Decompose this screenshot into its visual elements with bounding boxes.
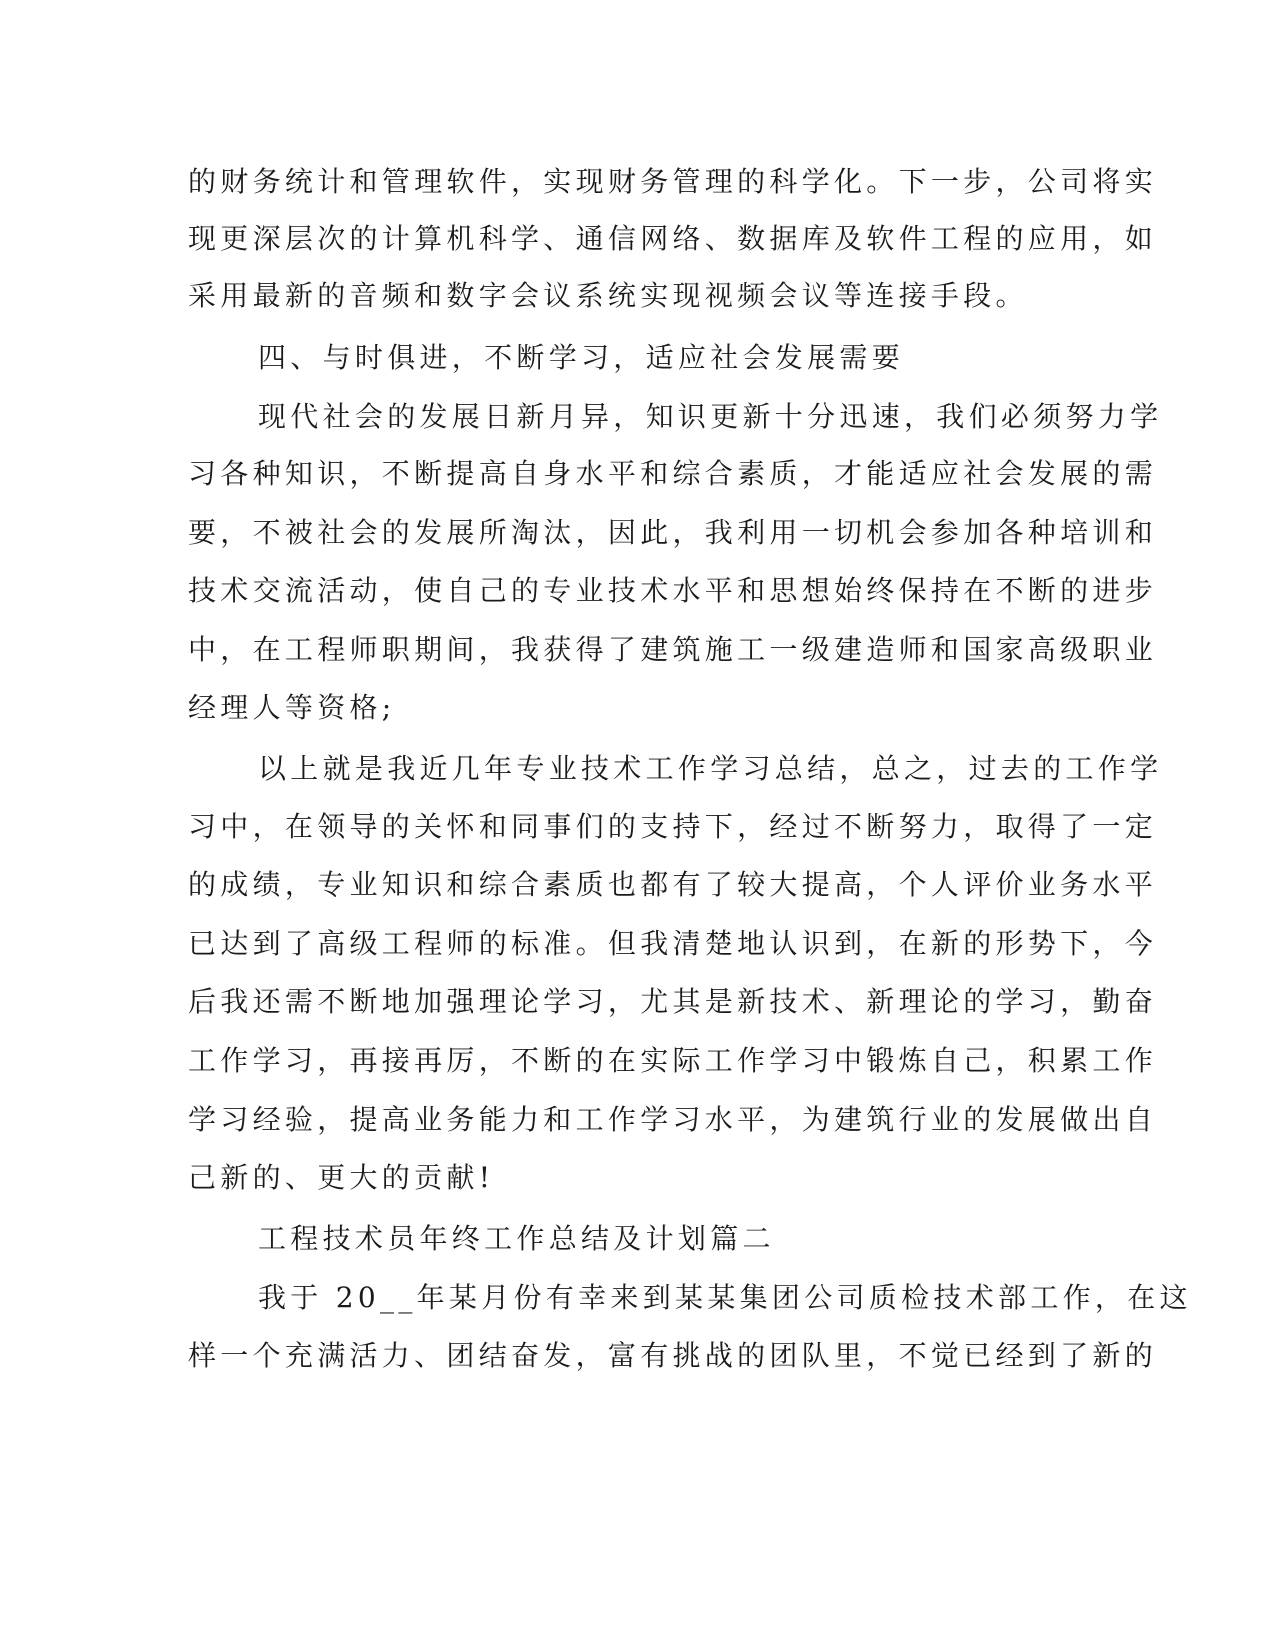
text-line: 以上就是我近几年专业技术工作学习总结，总之，过去的工作学 [258, 752, 1163, 785]
text-line: 现更深层次的计算机科学、通信网络、数据库及软件工程的应用，如 [188, 222, 1158, 255]
text-line: 习中，在领导的关怀和同事们的支持下，经过不断努力，取得了一定 [188, 810, 1158, 843]
text-line: 已达到了高级工程师的标准。但我清楚地认识到，在新的形势下，今 [188, 927, 1158, 960]
section-heading: 工程技术员年终工作总结及计划篇二 [258, 1222, 775, 1255]
text-line: 我于 20__年某月份有幸来到某某集团公司质检技术部工作，在这 [258, 1281, 1192, 1314]
section-heading: 四、与时俱进，不断学习，适应社会发展需要 [258, 341, 905, 374]
text-line: 经理人等资格; [188, 691, 396, 724]
text-line: 采用最新的音频和数字会议系统实现视频会议等连接手段。 [188, 279, 1028, 312]
text-line: 习各种知识，不断提高自身水平和综合素质，才能适应社会发展的需 [188, 457, 1158, 490]
text-line: 技术交流活动，使自己的专业技术水平和思想始终保持在不断的进步 [188, 574, 1158, 607]
text-line: 学习经验，提高业务能力和工作学习水平，为建筑行业的发展做出自 [188, 1103, 1158, 1136]
text-line: 后我还需不断地加强理论学习，尤其是新技术、新理论的学习，勤奋 [188, 985, 1158, 1018]
text-line: 的成绩，专业知识和综合素质也都有了较大提高，个人评价业务水平 [188, 868, 1158, 901]
text-line: 己新的、更大的贡献! [188, 1161, 495, 1194]
text-line: 的财务统计和管理软件，实现财务管理的科学化。下一步，公司将实 [188, 165, 1158, 198]
text-line: 要，不被社会的发展所淘汰，因此，我利用一切机会参加各种培训和 [188, 516, 1158, 549]
text-line: 样一个充满活力、团结奋发，富有挑战的团队里，不觉已经到了新的 [188, 1339, 1158, 1372]
text-line: 中，在工程师职期间，我获得了建筑施工一级建造师和国家高级职业 [188, 633, 1158, 666]
text-line: 工作学习，再接再厉，不断的在实际工作学习中锻炼自己，积累工作 [188, 1044, 1158, 1077]
text-line: 现代社会的发展日新月异，知识更新十分迅速，我们必须努力学 [258, 400, 1163, 433]
